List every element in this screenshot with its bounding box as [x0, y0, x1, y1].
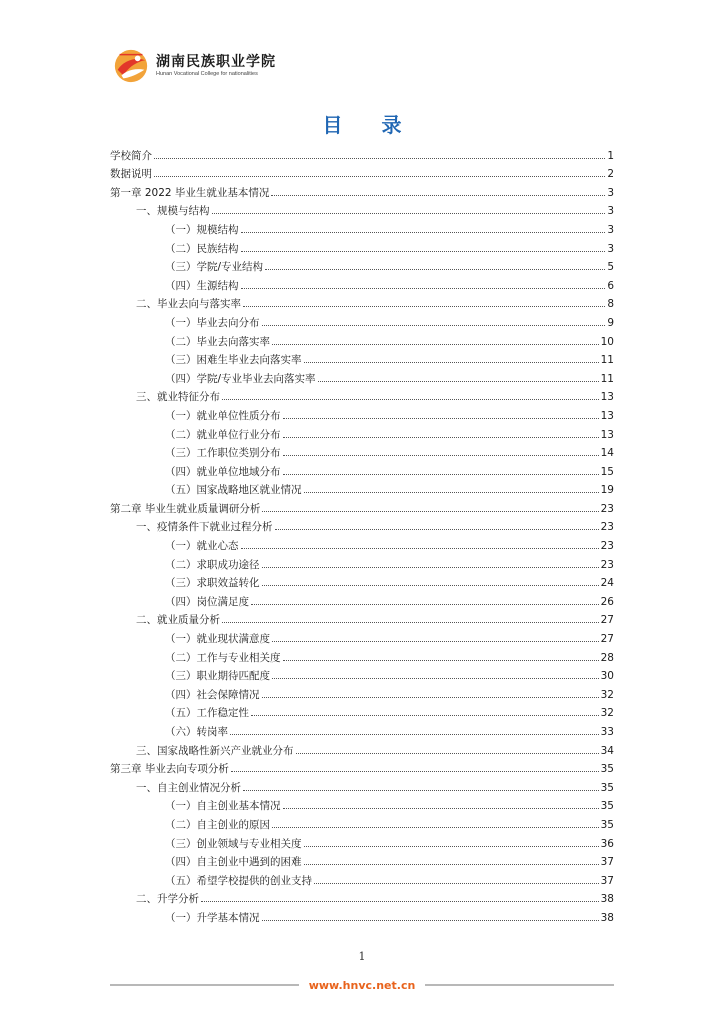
toc-entry-page: 23	[600, 502, 614, 515]
toc-entry[interactable]	[110, 217, 614, 236]
toc-entry[interactable]	[110, 348, 614, 367]
toc-entry-label: 第二章 毕业生就业质量调研分析	[110, 502, 261, 515]
toc-entry-page: 35	[600, 818, 614, 831]
toc-entry-page: 35	[600, 781, 614, 794]
toc-entry-page: 24	[600, 577, 614, 590]
toc-entry[interactable]	[110, 496, 614, 515]
toc-entry[interactable]	[110, 255, 614, 274]
toc-entry-label: 第一章 2022 毕业生就业基本情况	[110, 186, 270, 199]
toc-entry-label: 一、疫情条件下就业过程分析	[136, 521, 273, 534]
toc-entry[interactable]	[110, 515, 614, 534]
toc-entry-page: 5	[607, 261, 614, 274]
toc-entry[interactable]	[110, 589, 614, 608]
toc-entry-label: 二、升学分析	[136, 893, 199, 906]
toc-entry[interactable]	[110, 310, 614, 329]
toc-entry-page: 28	[600, 651, 614, 664]
toc-dot-leader	[275, 528, 599, 530]
table-of-contents	[110, 143, 614, 924]
toc-entry[interactable]	[110, 719, 614, 738]
toc-entry-label: （四）岗位满足度	[165, 595, 249, 608]
footer-url[interactable]: www.hnvc.net.cn	[308, 978, 416, 992]
toc-entry-label: （三）工作职位类别分布	[165, 447, 281, 460]
toc-entry-label: （四）自主创业中遇到的困难	[165, 856, 302, 869]
toc-entry-label: 一、规模与结构	[136, 205, 210, 218]
toc-dot-leader	[304, 361, 599, 363]
toc-dot-leader	[272, 677, 599, 679]
toc-dot-leader	[243, 789, 599, 791]
toc-entry-label: （一）自主创业基本情况	[165, 800, 281, 813]
toc-entry[interactable]	[110, 850, 614, 869]
toc-entry-page: 3	[607, 205, 614, 218]
toc-dot-leader	[231, 770, 599, 772]
toc-entry-label: （六）转岗率	[165, 726, 228, 738]
toc-dot-leader	[318, 380, 599, 382]
toc-entry[interactable]	[110, 664, 614, 683]
toc-dot-leader	[251, 714, 599, 716]
toc-entry-label: （一）毕业去向分布	[165, 316, 260, 329]
toc-entry-label: （四）社会保障情况	[165, 688, 260, 701]
toc-entry[interactable]	[110, 738, 614, 757]
toc-dot-leader	[230, 733, 599, 735]
toc-entry[interactable]	[110, 366, 614, 385]
toc-dot-leader	[222, 621, 599, 623]
toc-dot-leader	[283, 436, 599, 438]
toc-entry-label: （二）就业单位行业分布	[165, 428, 281, 441]
toc-dot-leader	[304, 845, 599, 847]
toc-entry-label: 第三章 毕业去向专项分析	[110, 763, 229, 776]
toc-entry[interactable]	[110, 775, 614, 794]
toc-entry-page: 13	[600, 409, 614, 422]
toc-entry-label: （四）就业单位地域分布	[165, 465, 281, 478]
toc-dot-leader	[243, 305, 605, 307]
document-footer	[110, 975, 614, 995]
toc-entry-label: 三、就业特征分布	[136, 391, 220, 404]
toc-entry[interactable]	[110, 292, 614, 311]
college-name-cn: 湖南民族职业学院	[156, 54, 276, 70]
toc-entry-label: （一）升学基本情况	[165, 911, 260, 924]
toc-entry-label: （三）创业领域与专业相关度	[165, 837, 302, 850]
toc-entry-label: 数据说明	[110, 168, 152, 181]
toc-dot-leader	[201, 900, 599, 902]
toc-entry-page: 37	[600, 856, 614, 869]
toc-entry-label: 二、毕业去向与落实率	[136, 298, 241, 311]
toc-entry-page: 14	[600, 447, 614, 460]
toc-dot-leader	[212, 212, 606, 214]
toc-entry-label: （三）学院/专业结构	[165, 261, 264, 274]
toc-entry[interactable]	[110, 273, 614, 292]
toc-entry[interactable]	[110, 162, 614, 181]
toc-dot-leader	[272, 343, 599, 345]
toc-entry-label: （二）自主创业的原因	[165, 818, 270, 831]
toc-entry[interactable]	[110, 236, 614, 255]
toc-entry[interactable]	[110, 831, 614, 850]
toc-entry-page: 35	[600, 800, 614, 813]
toc-entry-page: 15	[600, 465, 614, 478]
toc-entry-label: （三）求职效益转化	[165, 577, 260, 590]
document-header	[112, 44, 276, 88]
toc-entry-page: 37	[600, 874, 614, 887]
toc-entry-label: （三）职业期待匹配度	[165, 670, 270, 683]
footer-rule-right	[425, 984, 614, 986]
toc-dot-leader	[283, 454, 599, 456]
toc-entry[interactable]	[110, 533, 614, 552]
toc-dot-leader	[154, 157, 605, 159]
toc-dot-leader	[304, 863, 599, 865]
toc-entry[interactable]	[110, 701, 614, 720]
toc-entry-label: （四）生源结构	[165, 279, 239, 292]
toc-entry[interactable]	[110, 626, 614, 645]
college-logo-icon	[112, 47, 150, 85]
toc-entry-page: 26	[600, 595, 614, 608]
toc-entry-page: 9	[607, 316, 614, 329]
toc-entry-page: 33	[600, 726, 614, 738]
toc-entry-page: 23	[600, 521, 614, 534]
toc-dot-leader	[272, 640, 599, 642]
toc-dot-leader	[262, 324, 606, 326]
toc-entry-page: 34	[600, 744, 614, 757]
page-number: 1	[358, 950, 366, 963]
toc-entry[interactable]	[110, 645, 614, 664]
toc-entry[interactable]	[110, 552, 614, 571]
toc-entry[interactable]	[110, 868, 614, 887]
toc-entry-page: 3	[607, 223, 614, 236]
toc-entry[interactable]	[110, 199, 614, 218]
toc-entry[interactable]	[110, 757, 614, 776]
toc-entry-page: 13	[600, 391, 614, 404]
toc-entry-label: （四）学院/专业毕业去向落实率	[165, 372, 316, 385]
toc-dot-leader	[262, 566, 599, 568]
toc-dot-leader	[283, 417, 599, 419]
toc-entry-label: （二）求职成功途径	[165, 558, 260, 571]
toc-entry[interactable]	[110, 441, 614, 460]
toc-entry-page: 11	[600, 372, 614, 385]
toc-dot-leader	[262, 510, 598, 512]
toc-entry-page: 32	[600, 707, 614, 720]
toc-entry-page: 32	[600, 688, 614, 701]
toc-entry[interactable]	[110, 571, 614, 590]
toc-entry[interactable]	[110, 887, 614, 906]
toc-entry[interactable]	[110, 329, 614, 348]
toc-entry-label: 二、就业质量分析	[136, 614, 220, 627]
toc-entry[interactable]	[110, 905, 614, 924]
toc-dot-leader	[283, 659, 599, 661]
toc-entry-page: 30	[600, 670, 614, 683]
toc-entry[interactable]	[110, 459, 614, 478]
toc-entry[interactable]	[110, 143, 614, 162]
toc-dot-leader	[154, 175, 605, 177]
toc-entry[interactable]	[110, 794, 614, 813]
toc-entry-page: 11	[600, 354, 614, 367]
toc-dot-leader	[262, 919, 599, 921]
toc-dot-leader	[241, 250, 606, 252]
toc-entry-page: 8	[607, 298, 614, 311]
toc-entry[interactable]	[110, 682, 614, 701]
toc-entry-page: 13	[600, 428, 614, 441]
toc-entry-page: 27	[600, 614, 614, 627]
toc-entry-label: 一、自主创业情况分析	[136, 781, 241, 794]
toc-entry-page: 36	[600, 837, 614, 850]
toc-dot-leader	[272, 826, 599, 828]
toc-entry-page: 3	[607, 186, 614, 199]
toc-dot-leader	[222, 398, 599, 400]
toc-dot-leader	[262, 696, 599, 698]
toc-dot-leader	[283, 473, 599, 475]
toc-entry-page: 10	[600, 335, 614, 348]
footer-rule-left	[110, 984, 299, 986]
toc-entry-label: （二）民族结构	[165, 242, 239, 255]
toc-entry-page: 3	[607, 242, 614, 255]
toc-entry-page: 19	[600, 484, 614, 497]
toc-entry[interactable]	[110, 478, 614, 497]
toc-entry-page: 6	[607, 279, 614, 292]
toc-title: 目 录	[322, 113, 418, 137]
toc-entry-label: （二）毕业去向落实率	[165, 335, 270, 348]
toc-dot-leader	[241, 287, 606, 289]
toc-entry-page: 35	[600, 763, 614, 776]
toc-dot-leader	[251, 603, 599, 605]
toc-entry-label: （二）工作与专业相关度	[165, 651, 281, 664]
toc-entry[interactable]	[110, 403, 614, 422]
toc-dot-leader	[271, 194, 605, 196]
toc-dot-leader	[283, 807, 599, 809]
toc-entry-label: （五）工作稳定性	[165, 707, 249, 720]
toc-entry-page: 27	[600, 633, 614, 646]
toc-entry-page: 1	[607, 149, 614, 162]
toc-entry-label: （一）就业单位性质分布	[165, 409, 281, 422]
toc-entry-page: 38	[600, 911, 614, 924]
toc-dot-leader	[241, 231, 606, 233]
toc-entry-label: （一）就业现状满意度	[165, 633, 270, 646]
toc-entry-label: （一）规模结构	[165, 223, 239, 236]
toc-dot-leader	[262, 584, 599, 586]
toc-entry[interactable]	[110, 385, 614, 404]
toc-entry[interactable]	[110, 812, 614, 831]
toc-entry[interactable]	[110, 608, 614, 627]
toc-entry-page: 38	[600, 893, 614, 906]
college-name-en: Hunan Vocational College for nationalities	[156, 71, 258, 77]
toc-dot-leader	[241, 547, 599, 549]
toc-entry[interactable]	[110, 422, 614, 441]
toc-entry[interactable]	[110, 180, 614, 199]
toc-dot-leader	[265, 268, 605, 270]
toc-dot-leader	[304, 491, 599, 493]
toc-entry-page: 2	[607, 168, 614, 181]
toc-entry-page: 23	[600, 540, 614, 553]
toc-entry-page: 23	[600, 558, 614, 571]
toc-entry-label: 学校简介	[110, 149, 152, 162]
toc-entry-label: （一）就业心态	[165, 540, 239, 553]
toc-entry-label: （五）希望学校提供的创业支持	[165, 874, 312, 887]
toc-dot-leader	[314, 882, 599, 884]
toc-entry-label: 三、国家战略性新兴产业就业分布	[136, 744, 294, 757]
toc-dot-leader	[296, 752, 599, 754]
toc-entry-label: （五）国家战略地区就业情况	[165, 484, 302, 497]
toc-entry-label: （三）困难生毕业去向落实率	[165, 354, 302, 367]
